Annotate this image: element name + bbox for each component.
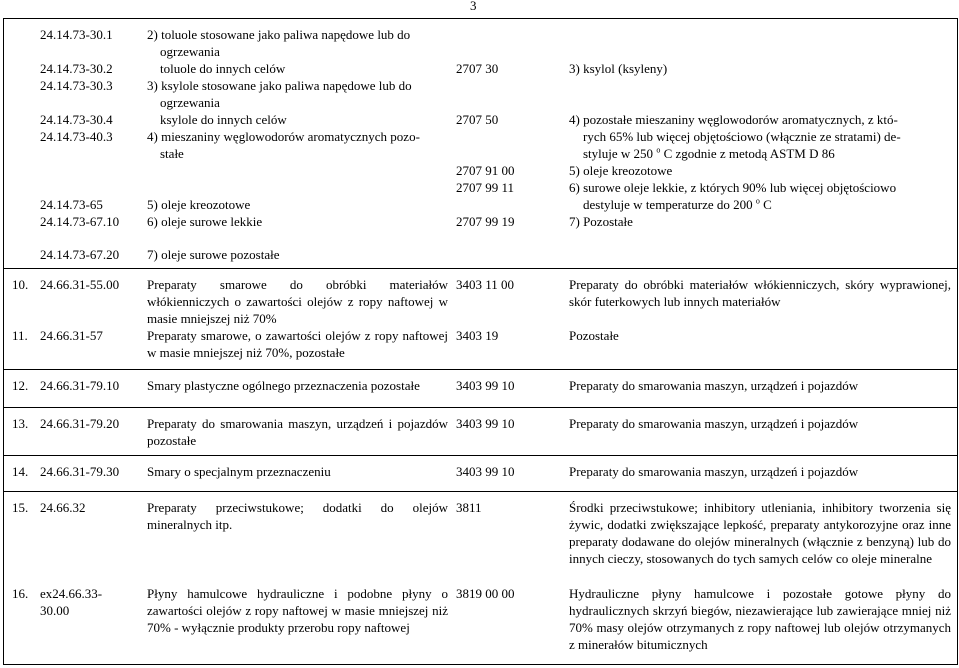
cn-desc: Preparaty do obróbki materiałów włókienniczych, skóry wyprawionej, skór futerkowych lub innych materiałów bbox=[569, 277, 951, 309]
pkwiu-code: 24.66.32 bbox=[40, 500, 86, 515]
degree-sup: o bbox=[656, 145, 661, 155]
cn-code: 3403 99 10 bbox=[456, 416, 515, 431]
product-desc-line: 5) oleje kreozotowe bbox=[147, 197, 251, 212]
cn-code: 3403 99 10 bbox=[456, 464, 515, 479]
cn-desc-line: 3) ksylol (ksyleny) bbox=[569, 61, 668, 76]
pkwiu-code: 24.14.73-40.3 bbox=[40, 129, 113, 144]
row-separator bbox=[3, 268, 958, 269]
product-desc: Smary o specjalnym przeznaczeniu bbox=[147, 464, 331, 479]
table-border-bottom bbox=[3, 664, 958, 665]
pkwiu-code: 24.14.73-65 bbox=[40, 197, 103, 212]
cn-desc: Preparaty do smarowania maszyn, urządzeń i pojazdów bbox=[569, 416, 859, 431]
pkwiu-code: 24.14.73-30.3 bbox=[40, 78, 113, 93]
pkwiu-code: 24.66.31-57 bbox=[40, 328, 103, 343]
pkwiu-code: 30.00 bbox=[40, 603, 70, 618]
table-border-left bbox=[3, 18, 4, 665]
pkwiu-code: 24.14.73-67.10 bbox=[40, 214, 120, 229]
product-desc-line: 4) mieszaniny węglowodorów aromatycznych pozo- bbox=[147, 129, 420, 144]
row-number: 10. bbox=[12, 277, 29, 292]
pkwiu-code: 24.14.73-67.20 bbox=[40, 247, 120, 262]
product-desc-line: 2) toluole stosowane jako paliwa napędowe lub do bbox=[147, 27, 411, 42]
cn-desc: Środki przeciwstukowe; inhibitory utleniania, inhibitory tworzenia się żywic, dodatki zwiększające lepkość, preparaty antykorozyjne oraz inne preparaty dodawane do olejów mineralnych (włącznie z benzyną) lub do innych cieczy, stosowanych do tych samych celów co oleje mineralne bbox=[569, 500, 951, 566]
product-desc-line: ogrzewania bbox=[160, 95, 220, 110]
pkwiu-code: 24.66.31-55.00 bbox=[40, 277, 120, 292]
cn-code: 3811 bbox=[456, 500, 482, 515]
product-desc: Smary plastyczne ogólnego przeznaczenia pozostałe bbox=[147, 378, 420, 393]
product-desc: Preparaty do smarowania maszyn, urządzeń i pojazdów pozostałe bbox=[147, 416, 448, 448]
cn-desc-text: destyluje w temperaturze do 200 bbox=[583, 197, 753, 212]
row-number: 15. bbox=[12, 500, 29, 515]
cn-desc-line: 7) Pozostałe bbox=[569, 214, 633, 229]
cn-desc-line: 4) pozostałe mieszaniny węglowodorów aromatycznych, z któ- bbox=[569, 112, 898, 127]
row-number: 11. bbox=[12, 328, 28, 343]
cn-code: 2707 99 19 bbox=[456, 214, 515, 229]
row-number: 16. bbox=[12, 586, 29, 601]
cn-desc-line: 5) oleje kreozotowe bbox=[569, 163, 673, 178]
product-desc-line: 7) oleje surowe pozostałe bbox=[147, 247, 280, 262]
product-desc: Płyny hamulcowe hydrauliczne i podobne płyny o zawartości olejów z ropy naftowej w masie mniejszej niż 70% - wyłącznie produkty przerobu ropy naftowej bbox=[147, 586, 448, 635]
product-desc-line: stałe bbox=[160, 146, 184, 161]
pkwiu-code: 24.14.73-30.4 bbox=[40, 112, 113, 127]
row-separator bbox=[3, 491, 958, 492]
cn-desc-text: C bbox=[763, 197, 772, 212]
product-desc-line: 3) ksylole stosowane jako paliwa napędowe lub do bbox=[147, 78, 412, 93]
cn-desc: Preparaty do smarowania maszyn, urządzeń i pojazdów bbox=[569, 378, 859, 393]
row-number: 13. bbox=[12, 416, 29, 431]
product-desc: Preparaty smarowe do obróbki materiałów włókienniczych o zawartości olejów z ropy naftowej w masie mniejszej niż 70% bbox=[147, 277, 448, 326]
product-desc: Preparaty smarowe, o zawartości olejów z ropy naftowej w masie mniejszej niż 70%, pozostałe bbox=[147, 328, 448, 360]
cn-desc-line bbox=[583, 196, 772, 213]
row-number: 14. bbox=[12, 464, 29, 479]
table-border-top bbox=[3, 18, 958, 19]
cn-desc: Preparaty do smarowania maszyn, urządzeń i pojazdów bbox=[569, 464, 859, 479]
cn-code: 2707 91 00 bbox=[456, 163, 515, 178]
cn-code: 3403 19 bbox=[456, 328, 499, 343]
cn-desc-line bbox=[583, 145, 835, 162]
table-border-right bbox=[957, 18, 958, 665]
cn-code: 3819 00 00 bbox=[456, 586, 515, 601]
cn-code: 3403 11 00 bbox=[456, 277, 515, 292]
cn-code: 2707 99 11 bbox=[456, 180, 515, 195]
pkwiu-code: 24.14.73-30.2 bbox=[40, 61, 113, 76]
product-desc-line: toluole do innych celów bbox=[160, 61, 286, 76]
pkwiu-code: 24.66.31-79.30 bbox=[40, 464, 120, 479]
cn-code: 2707 50 bbox=[456, 112, 499, 127]
page-number: 3 bbox=[470, 0, 477, 13]
row-number: 12. bbox=[12, 378, 29, 393]
pkwiu-code: 24.66.31-79.20 bbox=[40, 416, 120, 431]
pkwiu-code: 24.14.73-30.1 bbox=[40, 27, 113, 42]
row-separator bbox=[3, 369, 958, 370]
pkwiu-code: ex24.66.33- bbox=[40, 586, 103, 601]
product-desc: Preparaty przeciwstukowe; dodatki do olejów mineralnych itp. bbox=[147, 500, 448, 532]
cn-desc-line: rych 65% lub więcej objętościowo (włącznie ze stratami) de- bbox=[583, 129, 901, 144]
pkwiu-code: 24.66.31-79.10 bbox=[40, 378, 120, 393]
product-desc-line: ogrzewania bbox=[160, 44, 220, 59]
product-desc-line: ksylole do innych celów bbox=[160, 112, 287, 127]
product-desc-line: 6) oleje surowe lekkie bbox=[147, 214, 263, 229]
cn-desc: Hydrauliczne płyny hamulcowe i pozostałe gotowe płyny do hydraulicznych skrzyń biegów, niezawierające lub zawierające mniej niż 70% masy olejów otrzymanych z ropy naftowej lub olejów otrzymanych z minerałów bitumicznych bbox=[569, 586, 951, 652]
cn-desc-text: styluje w 250 bbox=[583, 146, 654, 161]
cn-code: 3403 99 10 bbox=[456, 378, 515, 393]
row-separator bbox=[3, 455, 958, 456]
cn-code: 2707 30 bbox=[456, 61, 499, 76]
cn-desc-line: 6) surowe oleje lekkie, z których 90% lub więcej objętościowo bbox=[569, 180, 897, 195]
cn-desc: Pozostałe bbox=[569, 328, 619, 343]
cn-desc-text: C zgodnie z metodą ASTM D 86 bbox=[663, 146, 835, 161]
row-separator bbox=[3, 407, 958, 408]
degree-sup: o bbox=[755, 196, 760, 206]
